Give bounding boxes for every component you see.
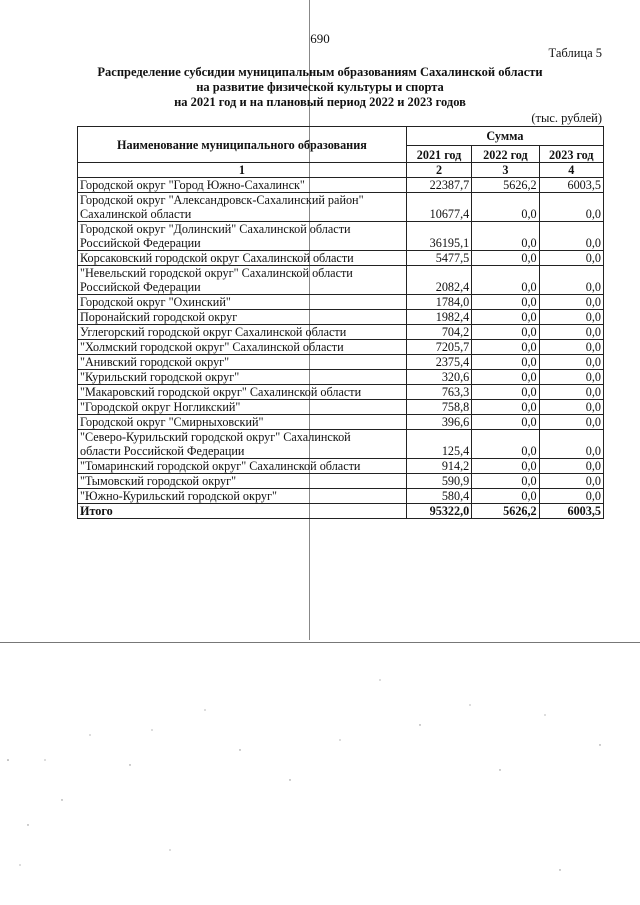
municipality-name-line: Городской округ "Город Южно-Сахалинск" xyxy=(80,178,305,192)
municipality-name xyxy=(78,193,407,222)
table-row xyxy=(78,310,604,325)
amount-2022: 0,0 xyxy=(472,400,539,415)
municipality-name-line: "Макаровский городской округ" Сахалинской области xyxy=(80,385,362,399)
amount-2023: 0,0 xyxy=(539,430,603,459)
scan-artifact-rule xyxy=(0,642,640,643)
total-2021: 95322,0 xyxy=(406,504,471,519)
municipality-name xyxy=(78,251,407,266)
amount-2021: 2375,4 xyxy=(406,355,471,370)
amount-2023: 0,0 xyxy=(539,222,603,251)
title-line: Распределение субсидии муниципальным образованиям Сахалинской области xyxy=(97,65,543,79)
column-number: 4 xyxy=(539,163,603,178)
municipality-name xyxy=(78,459,407,474)
municipality-name-line: Городской округ "Охинский" xyxy=(80,295,231,309)
municipality-name-line: "Северо-Курильский городской округ" Сахалинской xyxy=(80,430,351,444)
municipality-name xyxy=(78,325,407,340)
amount-2021: 22387,7 xyxy=(406,178,471,193)
table-row xyxy=(78,430,604,459)
header-sum: Сумма xyxy=(406,127,603,146)
column-number: 1 xyxy=(78,163,407,178)
title-line: на развитие физической культуры и спорта xyxy=(196,80,444,94)
header-year-2022: 2022 год xyxy=(472,146,539,163)
amount-2022: 0,0 xyxy=(472,489,539,504)
amount-2023: 0,0 xyxy=(539,355,603,370)
municipality-name xyxy=(78,400,407,415)
amount-2023: 0,0 xyxy=(539,251,603,266)
municipality-name xyxy=(78,474,407,489)
municipality-name-line: Российской Федерации xyxy=(80,236,201,250)
table-row xyxy=(78,400,604,415)
header-year-2023: 2023 год xyxy=(539,146,603,163)
header-year-2021: 2021 год xyxy=(406,146,471,163)
municipality-name-line: "Томаринский городской округ" Сахалинской области xyxy=(80,459,361,473)
total-label: Итого xyxy=(78,504,407,519)
amount-2022: 0,0 xyxy=(472,385,539,400)
amount-2023: 0,0 xyxy=(539,310,603,325)
document-title xyxy=(0,65,640,110)
municipality-name xyxy=(78,430,407,459)
amount-2022: 0,0 xyxy=(472,474,539,489)
scan-specks xyxy=(0,650,640,900)
amount-2022: 5626,2 xyxy=(472,178,539,193)
amount-2023: 0,0 xyxy=(539,385,603,400)
table-row xyxy=(78,266,604,295)
amount-2022: 0,0 xyxy=(472,193,539,222)
amount-2022: 0,0 xyxy=(472,266,539,295)
municipality-name-line: Городской округ "Александровск-Сахалинский район" xyxy=(80,193,364,207)
amount-2021: 704,2 xyxy=(406,325,471,340)
amount-2022: 0,0 xyxy=(472,415,539,430)
table-row xyxy=(78,370,604,385)
amount-2022: 0,0 xyxy=(472,355,539,370)
amount-2022: 0,0 xyxy=(472,295,539,310)
amount-2021: 7205,7 xyxy=(406,340,471,355)
total-2022: 5626,2 xyxy=(472,504,539,519)
table-row xyxy=(78,489,604,504)
amount-2023: 0,0 xyxy=(539,295,603,310)
amount-2022: 0,0 xyxy=(472,251,539,266)
table-row xyxy=(78,251,604,266)
municipality-name-line: Российской Федерации xyxy=(80,280,201,294)
amount-2021: 1784,0 xyxy=(406,295,471,310)
amount-2022: 0,0 xyxy=(472,222,539,251)
municipality-name-line: "Южно-Курильский городской округ" xyxy=(80,489,277,503)
amount-2021: 580,4 xyxy=(406,489,471,504)
table-body xyxy=(78,178,604,504)
table-row xyxy=(78,355,604,370)
amount-2023: 0,0 xyxy=(539,474,603,489)
amount-2021: 758,8 xyxy=(406,400,471,415)
units-label: (тыс. рублей) xyxy=(531,111,602,125)
municipality-name-line: Корсаковский городской округ Сахалинской области xyxy=(80,251,354,265)
municipality-name-line: "Холмский городской округ" Сахалинской области xyxy=(80,340,344,354)
table-row xyxy=(78,415,604,430)
amount-2023: 0,0 xyxy=(539,489,603,504)
municipality-name-line: области Российской Федерации xyxy=(80,444,245,458)
table-row xyxy=(78,385,604,400)
table-row xyxy=(78,193,604,222)
amount-2021: 10677,4 xyxy=(406,193,471,222)
municipality-name-line: Углегорский городской округ Сахалинской области xyxy=(80,325,347,339)
table-row xyxy=(78,474,604,489)
amount-2023: 0,0 xyxy=(539,400,603,415)
amount-2021: 590,9 xyxy=(406,474,471,489)
municipality-name-line: Городской округ "Смирныховский" xyxy=(80,415,264,429)
municipality-name xyxy=(78,355,407,370)
amount-2023: 0,0 xyxy=(539,340,603,355)
municipality-name xyxy=(78,489,407,504)
municipality-name xyxy=(78,266,407,295)
municipality-name xyxy=(78,370,407,385)
amount-2023: 0,0 xyxy=(539,370,603,385)
total-row xyxy=(78,504,604,519)
amount-2022: 0,0 xyxy=(472,430,539,459)
amount-2023: 0,0 xyxy=(539,459,603,474)
total-2023: 6003,5 xyxy=(539,504,603,519)
header-name: Наименование муниципального образования xyxy=(78,127,407,163)
column-number: 3 xyxy=(472,163,539,178)
municipality-name xyxy=(78,178,407,193)
amount-2022: 0,0 xyxy=(472,459,539,474)
amount-2021: 2082,4 xyxy=(406,266,471,295)
municipality-name-line: "Невельский городской округ" Сахалинской области xyxy=(80,266,353,280)
municipality-name xyxy=(78,415,407,430)
table-row xyxy=(78,295,604,310)
amount-2022: 0,0 xyxy=(472,340,539,355)
amount-2021: 36195,1 xyxy=(406,222,471,251)
title-line: на 2021 год и на плановый период 2022 и 2023 годов xyxy=(174,95,466,109)
column-number: 2 xyxy=(406,163,471,178)
amount-2023: 0,0 xyxy=(539,266,603,295)
amount-2022: 0,0 xyxy=(472,310,539,325)
amount-2022: 0,0 xyxy=(472,325,539,340)
amount-2021: 763,3 xyxy=(406,385,471,400)
municipality-name-line: "Анивский городской округ" xyxy=(80,355,230,369)
table-row xyxy=(78,340,604,355)
subsidy-table xyxy=(77,126,604,519)
table-row xyxy=(78,325,604,340)
municipality-name-line: "Тымовский городской округ" xyxy=(80,474,237,488)
table-row xyxy=(78,459,604,474)
amount-2021: 1982,4 xyxy=(406,310,471,325)
amount-2021: 320,6 xyxy=(406,370,471,385)
municipality-name-line: Сахалинской области xyxy=(80,207,192,221)
amount-2021: 914,2 xyxy=(406,459,471,474)
amount-2023: 0,0 xyxy=(539,193,603,222)
municipality-name xyxy=(78,295,407,310)
municipality-name-line: "Городской округ Ногликский" xyxy=(80,400,241,414)
municipality-name xyxy=(78,310,407,325)
amount-2023: 0,0 xyxy=(539,325,603,340)
municipality-name xyxy=(78,385,407,400)
table-row xyxy=(78,178,604,193)
table-row xyxy=(78,222,604,251)
municipality-name-line: Городской округ "Долинский" Сахалинской области xyxy=(80,222,351,236)
municipality-name-line: Поронайский городской округ xyxy=(80,310,238,324)
municipality-name-line: "Курильский городской округ" xyxy=(80,370,240,384)
amount-2021: 125,4 xyxy=(406,430,471,459)
amount-2021: 5477,5 xyxy=(406,251,471,266)
page-number: 690 xyxy=(310,31,330,46)
amount-2021: 396,6 xyxy=(406,415,471,430)
municipality-name xyxy=(78,222,407,251)
amount-2023: 6003,5 xyxy=(539,178,603,193)
amount-2022: 0,0 xyxy=(472,370,539,385)
municipality-name xyxy=(78,340,407,355)
table-label: Таблица 5 xyxy=(548,46,602,60)
amount-2023: 0,0 xyxy=(539,415,603,430)
